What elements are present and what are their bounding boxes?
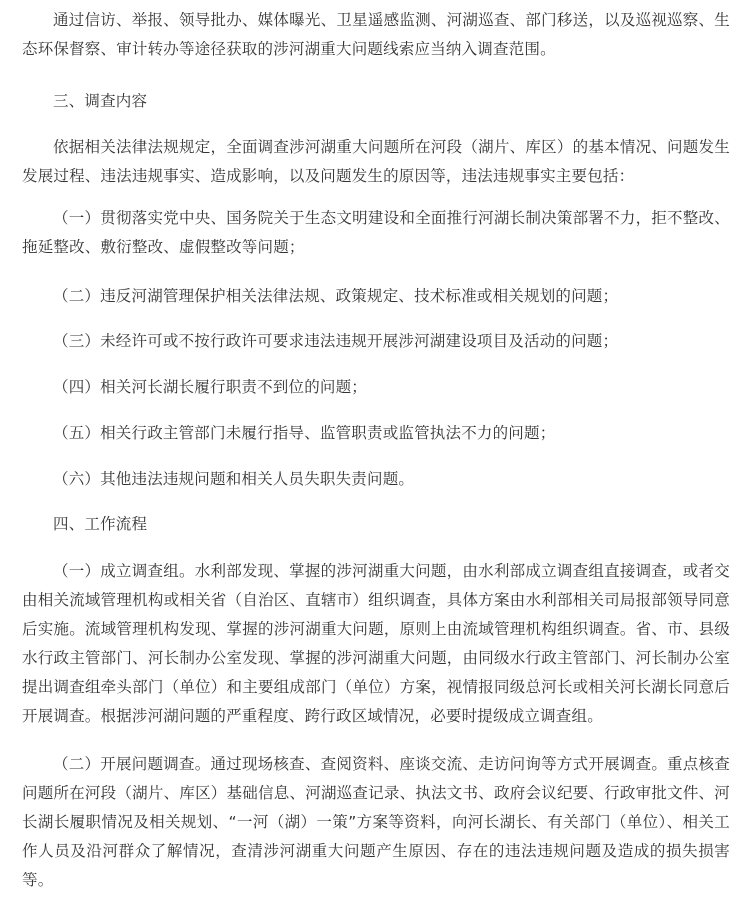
section-3-item-4: （四）相关河长湖长履行职责不到位的问题； <box>53 378 368 396</box>
section-3-item-3: （三）未经许可或不按行政许可要求违法违规开展涉河湖建设项目及活动的问题； <box>53 332 619 350</box>
section-3-paragraph: 依据相关法律法规规定，全面调查涉河湖重大问题所在河段（湖片、库区）的基本情况、问题发生发展过程、违法违规事实、造成影响，以及问题发生的原因等，违法违规事实主要包括： <box>22 138 730 185</box>
intro-paragraph: 通过信访、举报、领导批办、媒体曝光、卫星遥感监测、河湖巡查、部门移送，以及巡视巡察、生态环保督察、审计转办等途径获取的涉河湖重大问题线索应当纳入调查范围。 <box>22 11 730 58</box>
section-4-heading: 四、工作流程 <box>53 515 148 533</box>
section-3-item-2: （二）违反河湖管理保护相关法律法规、政策规定、技术标准或相关规划的问题； <box>53 287 619 305</box>
section-3-item-5: （五）相关行政主管部门未履行指导、监管职责或监管执法不力的问题； <box>53 424 556 442</box>
section-3-item-6: （六）其他违法违规问题和相关人员失职失责问题。 <box>53 470 415 488</box>
section-3-item-1: （一）贯彻落实党中央、国务院关于生态文明建设和全面推行河湖长制决策部署不力，拒不整改、拖延整改、敷衍整改、虚假整改等问题； <box>22 209 730 256</box>
section-3-heading: 三、调查内容 <box>53 92 148 110</box>
section-4-item-1: （一）成立调查组。水利部发现、掌握的涉河湖重大问题，由水利部成立调查组直接调查，或者交由相关流域管理机构或相关省（自治区、直辖市）组织调查，具体方案由水利部相关司局报部领导同意后实施。流域管理机构发现、掌握的涉河湖重大问题，原则上由流域管理机构组织调查。省、市、县级水行政主管部门、河长制办公室发现、掌握的涉河湖重大问题，由同级水行政主管部门、河长制办公室提出调查组牵头部门（单位）和主要组成部门（单位）方案，视情报同级总河长或相关河长湖长同意后开展调查。根据涉河湖问题的严重程度、跨行政区域情况，必要时提级成立调查组。 <box>22 562 730 725</box>
section-4-item-2: （二）开展问题调查。通过现场核查、查阅资料、座谈交流、走访问询等方式开展调查。重点核查问题所在河段（湖片、库区）基础信息、河湖巡查记录、执法文书、政府会议纪要、行政审批文件、河长湖长履职情况及相关规划、“一河（湖）一策”方案等资料，向河长湖长、有关部门（单位）、相关工作人员及沿河群众了解情况，查清涉河湖重大问题产生原因、存在的违法违规问题及造成的损失损害等。 <box>22 755 730 889</box>
